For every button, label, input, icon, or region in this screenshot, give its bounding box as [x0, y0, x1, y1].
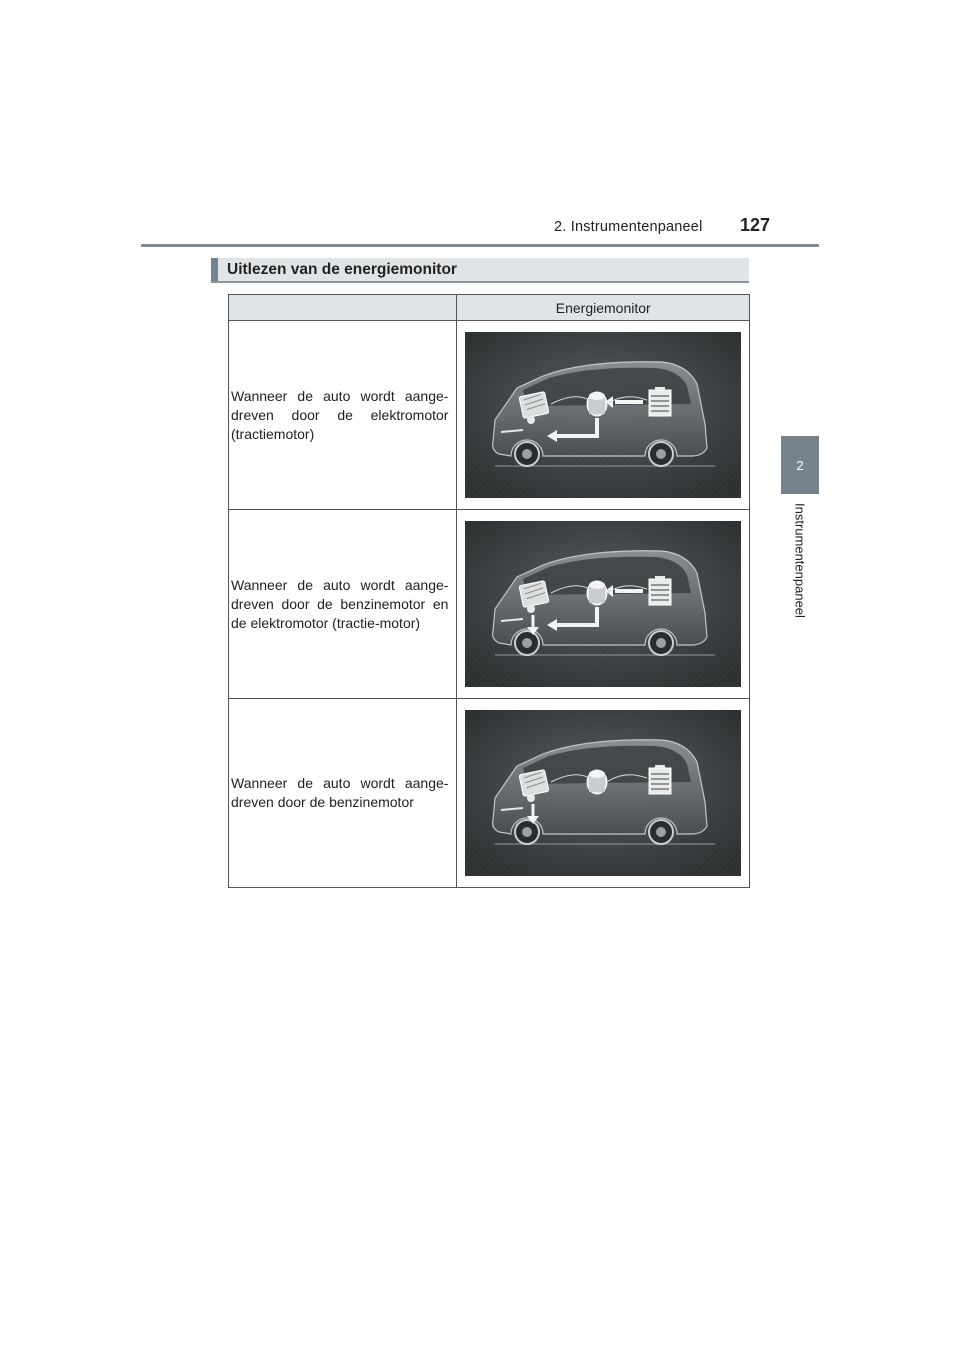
table-row [229, 321, 750, 510]
energy-monitor-screen-electric [465, 332, 741, 498]
battery-icon [649, 576, 671, 605]
motor-icon [587, 770, 607, 794]
chapter-title: 2. Instrumentenpaneel [554, 219, 703, 235]
header-rule [141, 244, 819, 247]
chapter-tab-label: Instrumentenpaneel [792, 503, 808, 618]
row-description: Wanneer de auto wordt aange-dreven door de benzinemotor [229, 699, 457, 888]
table-header-energy-monitor: Energiemonitor [457, 295, 750, 321]
section-heading-bar [211, 258, 218, 281]
monitor-screen-cell [457, 510, 750, 699]
table-row [229, 510, 750, 699]
monitor-screen-cell [457, 699, 750, 888]
monitor-screen-cell [457, 321, 750, 510]
battery-icon [649, 387, 671, 416]
table-row [229, 699, 750, 888]
row-description: Wanneer de auto wordt aange-dreven door de benzinemotor en de elektromotor (tractie-motor) [229, 510, 457, 699]
motor-icon [587, 392, 607, 416]
energy-monitor-screen-engine [465, 710, 741, 876]
motor-icon [587, 581, 607, 605]
table-header-empty [229, 295, 457, 321]
row-description: Wanneer de auto wordt aange-dreven door de elektromotor (tractiemotor) [229, 321, 457, 510]
battery-icon [649, 765, 671, 794]
energy-monitor-screen-hybrid [465, 521, 741, 687]
chapter-tab-number: 2 [796, 457, 804, 473]
chapter-tab [781, 436, 819, 494]
section-heading [211, 258, 749, 283]
table-header-row [229, 295, 750, 321]
energy-monitor-table [228, 294, 750, 888]
page-number: 127 [740, 215, 771, 235]
section-title: Uitlezen van de energiemonitor [227, 261, 457, 278]
